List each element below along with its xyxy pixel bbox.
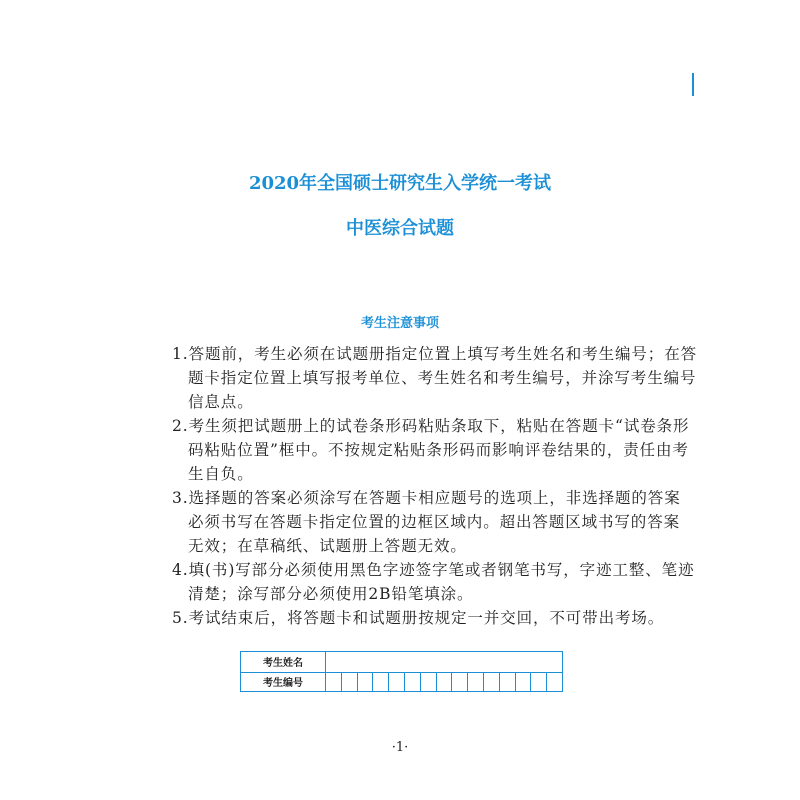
id-digit-cell[interactable] [452,672,468,692]
id-digit-cell[interactable] [373,672,389,692]
id-digit-cell[interactable] [500,672,516,692]
notice-line: 1.答题前，考生必须在试题册指定位置上填写考生姓名和考生编号；在答 [172,345,697,363]
id-row [241,672,562,692]
notice-line: 生自负。 [188,465,254,483]
notice-line: 信息点。 [188,393,254,411]
notice-line: 清楚；涂写部分必须使用2B铅笔填涂。 [188,585,474,603]
notice-line: 码粘贴位置”框中。不按规定粘贴条形码而影响评卷结果的，责任由考 [188,441,689,459]
notice-heading: 考生注意事项 [360,316,439,331]
notice-line: 必须书写在答题卡指定位置的边框区域内。超出答题区域书写的答案 [188,513,681,531]
margin-mark [692,73,694,96]
id-digit-cell[interactable] [358,672,374,692]
notice-item [172,342,697,414]
notice-line: 3.选择题的答案必须涂写在答题卡相应题号的选项上，非选择题的答案 [172,489,681,507]
notice-list [172,342,697,630]
candidate-info-table [240,651,563,692]
page-number: ·1· [391,740,409,755]
notice-line: 无效；在草稿纸、试题册上答题无效。 [188,537,467,555]
id-digit-cell[interactable] [437,672,453,692]
name-field[interactable] [326,652,562,672]
id-digit-cell[interactable] [468,672,484,692]
id-label: 考生编号 [241,672,326,692]
notice-item [172,606,665,630]
id-digit-cell[interactable] [547,672,562,692]
id-digit-cell[interactable] [342,672,358,692]
notice-line: 5.考试结束后，将答题卡和试题册按规定一并交回，不可带出考场。 [172,609,665,627]
notice-item [172,414,690,486]
id-digit-cell[interactable] [484,672,500,692]
notice-line: 2.考生须把试题册上的试卷条形码粘贴条取下，粘贴在答题卡“试卷条形 [172,417,690,435]
id-digit-cell[interactable] [326,672,342,692]
id-digit-cell[interactable] [531,672,547,692]
exam-subtitle: 中医综合试题 [346,218,454,239]
notice-item [172,486,681,558]
id-digit-cell[interactable] [389,672,405,692]
name-label: 考生姓名 [241,652,326,672]
exam-title: 2020年全国硕士研究生入学统一考试 [248,173,552,194]
notice-item [172,558,695,606]
id-digit-cell[interactable] [405,672,421,692]
notice-line: 题卡指定位置上填写报考单位、考生姓名和考生编号，并涂写考生编号 [188,369,697,387]
notice-line: 4.填(书)写部分必须使用黑色字迹签字笔或者钢笔书写，字迹工整、笔迹 [172,561,695,579]
name-row [241,652,562,673]
id-digit-cell[interactable] [421,672,437,692]
id-digit-cell[interactable] [516,672,532,692]
